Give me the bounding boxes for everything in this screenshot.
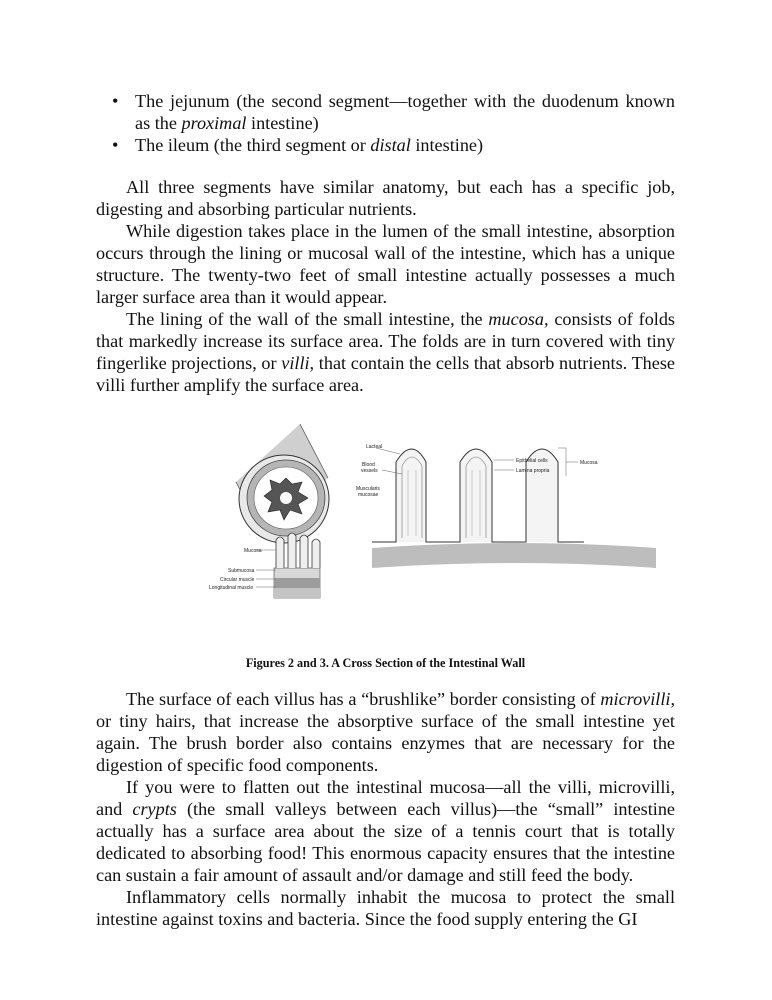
intestine-tube-drawing (236, 424, 329, 543)
villi-inset-drawing (209, 533, 320, 598)
villi-detail-drawing (356, 444, 656, 568)
list-item: • The ileum (the third segment or distal intestine) (112, 135, 484, 155)
label-epithelial-cells: Epithelial cells (516, 458, 548, 464)
paragraph-microvilli: The surface of each villus has a “brushlike” border consisting of microvilli, or tiny hairs, that increase the absorptive surface of the small intestine yet again. The brush border also contains enzymes that are necessary for the digestion of specific food components. (96, 689, 675, 775)
intestinal-wall-figure (96, 418, 675, 655)
label-longitudinal-muscle: Longitudinal muscle (209, 585, 254, 591)
paragraph-segments: All three segments have similar anatomy, but each has a specific job, digesting and absorbing particular nutrients. (96, 177, 675, 219)
list-item: • The jejunum (the second segment—together with the duodenum known as the proximal intestine) (112, 91, 675, 133)
paragraph-inflammatory-cells: Inflammatory cells normally inhabit the mucosa to protect the small intestine against toxins and bacteria. Since the food supply entering the GI (96, 887, 675, 929)
label-submucosa: Submucosa (228, 568, 255, 574)
label-mucosa-right: Mucosa (580, 460, 598, 466)
label-lacteal: Lacteal (366, 444, 383, 450)
label-blood-vessels-1: Blood (362, 462, 375, 468)
figure-illustration (96, 418, 675, 655)
paragraph-absorption: While digestion takes place in the lumen of the small intestine, absorption occurs through the lining or mucosal wall of the intestine, which has a unique structure. The twenty-two feet of small intestine actually possesses a much larger surface area than it would appear. (96, 221, 675, 307)
segment-list (96, 90, 675, 156)
bullet-icon: • (112, 135, 119, 155)
label-circular-muscle: Circular muscle (220, 577, 255, 583)
figure-caption: Figures 2 and 3. A Cross Section of the Intestinal Wall (245, 656, 526, 670)
paragraph-surface-area: If you were to flatten out the intestinal mucosa—all the villi, microvilli, and crypts (the small valleys between each villus)—the “small” intestine actually has a surface area about the size of a tennis court that is totally dedicated to absorbing food! This enormous capacity ensures that the intestine can sustain a fair amount of assault and/or damage and still feed the body. (96, 777, 675, 885)
label-muscularis-1: Muscularis (356, 486, 380, 492)
label-lamina-propria: Lamina propria (516, 468, 550, 474)
paragraph-mucosa: The lining of the wall of the small intestine, the mucosa, consists of folds that markedly increase its surface area. The folds are in turn covered with tiny fingerlike projections, or villi, that contain the cells that absorb nutrients. These villi further amplify the surface area. (96, 309, 676, 395)
document-page (96, 90, 675, 930)
label-blood-vessels-2: vessels (361, 468, 378, 474)
label-mucosa-left: Mucosa (244, 548, 262, 554)
label-muscularis-2: mucosae (358, 492, 379, 498)
bullet-icon: • (112, 91, 119, 111)
